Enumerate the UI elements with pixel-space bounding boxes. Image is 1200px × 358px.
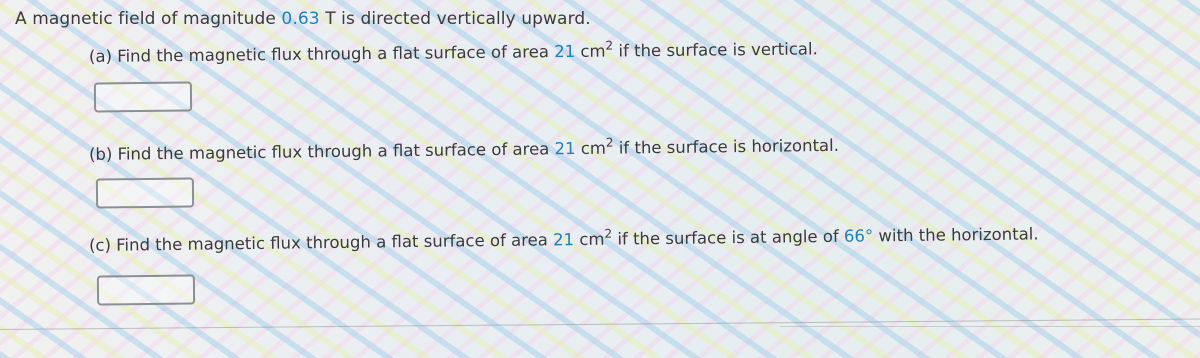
part-a-text-post: if the surface is vertical. [613,39,818,61]
part-c-area-value: 21 [552,230,575,250]
part-b-label: (b) [88,144,113,164]
part-b-answer-input[interactable] [96,177,194,208]
part-a-text-pre: Find the magnetic flux through a flat surface of area [111,42,555,66]
part-b-text-pre: Find the magnetic flux through a flat surface of area [112,139,555,164]
part-b-text-post: if the surface is horizontal. [613,135,840,158]
part-b-unit: cm [575,138,607,159]
part-c-angle-value: 66° [843,226,874,246]
part-a-unit: cm [575,41,606,61]
part-c-answer-input[interactable] [97,274,195,305]
part-a-answer-input[interactable] [94,81,192,112]
question-part-a [89,39,818,66]
part-a-unit-exponent: 2 [605,38,614,53]
problem-statement [15,9,591,29]
intro-text-post: T is directed vertically upward. [319,9,591,29]
part-b-area-value: 21 [554,139,576,159]
part-c-unit-exponent: 2 [604,226,613,241]
part-a-area-value: 21 [554,41,576,62]
part-c-text-post: with the horizontal. [873,224,1039,246]
part-a-label: (a) [88,46,113,66]
bottom-divider [0,319,1200,330]
part-b-unit-exponent: 2 [605,135,614,150]
question-part-b [89,136,839,164]
bottom-divider-right [780,326,1200,327]
question-part-c [89,224,1039,255]
part-c-unit: cm [573,229,605,250]
intro-text-pre: A magnetic field of magnitude [15,9,282,29]
field-magnitude-value: 0.63 [281,9,320,29]
part-c-text-mid: if the surface is at angle of [612,226,845,249]
part-c-text-pre: Find the magnetic flux through a flat surface of area [110,230,554,255]
part-c-label: (c) [88,235,112,255]
